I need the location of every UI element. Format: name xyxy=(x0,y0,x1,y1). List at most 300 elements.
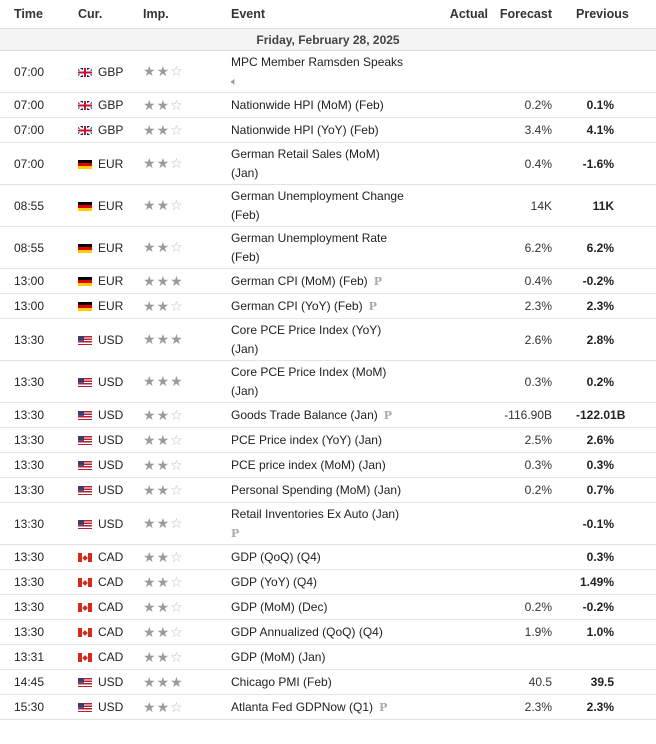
currency-code: GBP xyxy=(98,64,124,79)
event-time: 07:00 xyxy=(0,93,78,118)
event-cell[interactable] xyxy=(231,670,426,695)
star-icon: ★ xyxy=(170,374,184,390)
currency-cell xyxy=(78,319,143,361)
table-row[interactable] xyxy=(0,51,656,93)
preliminary-icon: P xyxy=(368,299,377,313)
flag-ca-icon xyxy=(78,628,92,637)
event-name[interactable]: GDP (MoM) (Jan) xyxy=(231,649,326,664)
currency-cell xyxy=(78,403,143,428)
table-row[interactable] xyxy=(0,319,656,361)
currency-cell xyxy=(78,118,143,143)
importance-stars xyxy=(143,269,231,294)
event-cell[interactable] xyxy=(231,227,426,269)
table-row[interactable] xyxy=(0,695,656,720)
forecast-value: 0.2% xyxy=(496,478,576,503)
event-time: 13:30 xyxy=(0,403,78,428)
flag-ca-icon xyxy=(78,603,92,612)
event-name-period[interactable]: (Jan) xyxy=(231,341,259,356)
event-name[interactable]: Chicago PMI (Feb) xyxy=(231,674,332,689)
table-row[interactable] xyxy=(0,670,656,695)
currency-code: CAD xyxy=(98,650,124,664)
flag-gb-icon xyxy=(78,68,92,77)
event-time: 13:30 xyxy=(0,545,78,570)
previous-value: -0.2% xyxy=(576,595,656,620)
event-name-period[interactable]: (Feb) xyxy=(231,249,260,264)
event-name[interactable]: Personal Spending (MoM) (Jan) xyxy=(231,482,402,497)
forecast-value: -116.90B xyxy=(496,403,576,428)
star-icon: ★ xyxy=(156,332,171,348)
table-row[interactable] xyxy=(0,570,656,595)
forecast-value: 0.2% xyxy=(496,93,576,118)
date-label: Friday, February 28, 2025 xyxy=(0,29,656,51)
currency-cell xyxy=(78,227,143,269)
table-row[interactable] xyxy=(0,620,656,645)
star-icon: ★ xyxy=(143,599,157,616)
forecast-value: 2.3% xyxy=(496,294,576,319)
currency-cell xyxy=(78,294,143,319)
importance-stars xyxy=(143,453,231,478)
previous-value: 2.6% xyxy=(576,428,656,453)
star-icon: ★ xyxy=(143,298,157,315)
currency-cell xyxy=(78,503,143,545)
actual-value xyxy=(426,545,496,570)
event-time: 13:30 xyxy=(0,361,78,403)
event-cell[interactable] xyxy=(231,93,426,118)
star-icon: ★ xyxy=(156,674,171,691)
flag-gb-icon xyxy=(78,126,92,135)
flag-us-icon xyxy=(78,486,92,495)
star-icon: ★ xyxy=(156,374,171,390)
flag-de-icon xyxy=(78,302,92,311)
importance-stars xyxy=(143,670,231,695)
previous-value: 39.5 xyxy=(576,670,656,695)
previous-value: 4.1% xyxy=(576,118,656,143)
importance-stars xyxy=(143,143,231,185)
actual-value xyxy=(426,118,496,143)
importance-stars xyxy=(143,51,231,93)
actual-value xyxy=(426,620,496,645)
event-time: 13:00 xyxy=(0,269,78,294)
star-icon: ★ xyxy=(143,574,157,591)
actual-value xyxy=(426,361,496,403)
table-row[interactable] xyxy=(0,118,656,143)
star-icon: ★ xyxy=(156,407,171,424)
importance-stars xyxy=(143,428,231,453)
event-time: 13:31 xyxy=(0,645,78,670)
actual-value xyxy=(426,695,496,720)
forecast-value xyxy=(496,503,576,545)
currency-code: USD xyxy=(98,483,124,497)
currency-code: USD xyxy=(98,675,124,689)
event-cell[interactable] xyxy=(231,185,426,227)
event-time: 13:30 xyxy=(0,478,78,503)
star-icon: ☆ xyxy=(170,699,184,716)
actual-value xyxy=(426,503,496,545)
importance-stars xyxy=(143,695,231,720)
event-time: 14:45 xyxy=(0,670,78,695)
importance-stars xyxy=(143,319,231,361)
star-icon: ★ xyxy=(156,599,171,616)
star-icon: ★ xyxy=(156,198,171,214)
event-name[interactable]: Core PCE Price Index (YoY) xyxy=(231,322,382,337)
star-icon: ★ xyxy=(143,516,157,532)
event-name[interactable]: MPC Member Ramsden Speaks xyxy=(231,54,404,69)
event-cell[interactable] xyxy=(231,319,426,361)
importance-stars xyxy=(143,545,231,570)
previous-value: 2.3% xyxy=(576,294,656,319)
table-row[interactable] xyxy=(0,403,656,428)
event-name-period[interactable]: (Jan) xyxy=(231,165,259,180)
flag-us-icon xyxy=(78,678,92,687)
event-cell[interactable] xyxy=(231,294,426,319)
star-icon: ☆ xyxy=(170,457,184,474)
previous-value xyxy=(576,645,656,670)
previous-value: 1.0% xyxy=(576,620,656,645)
table-row[interactable] xyxy=(0,453,656,478)
star-icon: ★ xyxy=(143,273,157,290)
event-time: 07:00 xyxy=(0,143,78,185)
star-icon: ☆ xyxy=(170,122,184,139)
previous-value: 2.8% xyxy=(576,319,656,361)
flag-us-icon xyxy=(78,411,92,420)
preliminary-icon: P xyxy=(379,700,388,714)
currency-code: USD xyxy=(98,433,124,447)
actual-value xyxy=(426,453,496,478)
header-event[interactable]: Event xyxy=(231,0,426,29)
forecast-value: 2.6% xyxy=(496,319,576,361)
forecast-value: 0.2% xyxy=(496,595,576,620)
star-icon: ★ xyxy=(143,156,157,172)
star-icon: ★ xyxy=(156,432,171,449)
star-icon: ★ xyxy=(156,574,171,591)
currency-code: EUR xyxy=(98,240,124,255)
header-time[interactable]: Time xyxy=(0,0,78,29)
star-icon: ★ xyxy=(156,649,171,666)
star-icon: ★ xyxy=(143,624,157,641)
previous-value: 0.3% xyxy=(576,545,656,570)
actual-value xyxy=(426,93,496,118)
flag-gb-icon xyxy=(78,101,92,110)
table-row[interactable] xyxy=(0,227,656,269)
table-row[interactable] xyxy=(0,428,656,453)
table-row[interactable] xyxy=(0,93,656,118)
event-time: 08:55 xyxy=(0,227,78,269)
event-name[interactable]: German CPI (YoY) (Feb) xyxy=(231,298,363,313)
event-cell[interactable] xyxy=(231,361,426,403)
currency-code: USD xyxy=(98,700,124,714)
table-row[interactable] xyxy=(0,361,656,403)
event-time: 13:30 xyxy=(0,595,78,620)
speaker-icon: 🔈︎ xyxy=(231,74,238,88)
currency-cell xyxy=(78,670,143,695)
currency-cell xyxy=(78,645,143,670)
event-name[interactable]: GDP Annualized (QoQ) (Q4) xyxy=(231,624,383,639)
event-name-period[interactable]: (Jan) xyxy=(231,383,259,398)
actual-value xyxy=(426,403,496,428)
event-cell[interactable] xyxy=(231,478,426,503)
actual-value xyxy=(426,428,496,453)
actual-value xyxy=(426,478,496,503)
previous-value: 0.1% xyxy=(576,93,656,118)
event-name[interactable]: PCE Price index (YoY) (Jan) xyxy=(231,432,382,447)
forecast-value: 2.5% xyxy=(496,428,576,453)
actual-value xyxy=(426,570,496,595)
header-actual[interactable]: Actual xyxy=(426,0,496,29)
star-icon: ★ xyxy=(143,699,157,716)
star-icon: ★ xyxy=(143,240,157,256)
event-cell[interactable] xyxy=(231,620,426,645)
forecast-value: 1.9% xyxy=(496,620,576,645)
star-icon: ★ xyxy=(143,432,157,449)
flag-de-icon xyxy=(78,160,92,169)
star-icon: ★ xyxy=(143,482,157,499)
event-name[interactable]: GDP (YoY) (Q4) xyxy=(231,574,318,589)
star-icon: ☆ xyxy=(170,516,184,532)
currency-cell xyxy=(78,570,143,595)
flag-us-icon xyxy=(78,336,92,345)
header-importance[interactable]: Imp. xyxy=(143,0,231,29)
table-row[interactable] xyxy=(0,645,656,670)
star-icon: ☆ xyxy=(170,407,184,424)
event-time: 13:30 xyxy=(0,570,78,595)
header-row xyxy=(0,0,656,29)
currency-cell xyxy=(78,478,143,503)
flag-us-icon xyxy=(78,703,92,712)
previous-value: 1.49% xyxy=(576,570,656,595)
forecast-value: 0.4% xyxy=(496,269,576,294)
event-name[interactable]: Atlanta Fed GDPNow (Q1) xyxy=(231,699,374,714)
star-icon: ☆ xyxy=(170,624,184,641)
star-icon: ★ xyxy=(143,64,157,80)
table-row[interactable] xyxy=(0,294,656,319)
event-time: 13:30 xyxy=(0,503,78,545)
actual-value xyxy=(426,269,496,294)
flag-ca-icon xyxy=(78,578,92,587)
star-icon: ★ xyxy=(156,273,171,290)
star-icon: ★ xyxy=(156,624,171,641)
importance-stars xyxy=(143,118,231,143)
event-cell[interactable] xyxy=(231,403,426,428)
flag-us-icon xyxy=(78,520,92,529)
actual-value xyxy=(426,670,496,695)
event-time: 08:55 xyxy=(0,185,78,227)
event-cell[interactable] xyxy=(231,51,426,93)
actual-value xyxy=(426,645,496,670)
star-icon: ★ xyxy=(156,122,171,139)
star-icon: ☆ xyxy=(170,482,184,499)
currency-cell xyxy=(78,545,143,570)
star-icon: ★ xyxy=(143,122,157,139)
currency-cell xyxy=(78,93,143,118)
previous-value: 2.3% xyxy=(576,695,656,720)
currency-cell xyxy=(78,185,143,227)
star-icon: ★ xyxy=(143,457,157,474)
previous-value: -0.2% xyxy=(576,269,656,294)
event-time: 07:00 xyxy=(0,51,78,93)
table-row[interactable] xyxy=(0,503,656,545)
previous-value: 11K xyxy=(576,185,656,227)
previous-value: 0.2% xyxy=(576,361,656,403)
event-name[interactable]: Retail Inventories Ex Auto (Jan) xyxy=(231,506,400,521)
currency-cell xyxy=(78,428,143,453)
currency-code: CAD xyxy=(98,600,124,614)
star-icon: ☆ xyxy=(170,298,184,315)
currency-code: USD xyxy=(98,516,124,531)
star-icon: ☆ xyxy=(170,64,184,80)
actual-value xyxy=(426,51,496,93)
star-icon: ★ xyxy=(156,699,171,716)
event-name-period[interactable]: (Feb) xyxy=(231,207,260,222)
star-icon: ★ xyxy=(143,549,157,566)
importance-stars xyxy=(143,478,231,503)
importance-stars xyxy=(143,185,231,227)
star-icon: ☆ xyxy=(170,549,184,566)
event-time: 07:00 xyxy=(0,118,78,143)
previous-value: -122.01B xyxy=(576,403,656,428)
currency-code: CAD xyxy=(98,550,124,564)
currency-code: USD xyxy=(98,332,124,347)
table-row[interactable] xyxy=(0,269,656,294)
event-time: 15:30 xyxy=(0,695,78,720)
forecast-value: 0.3% xyxy=(496,361,576,403)
actual-value xyxy=(426,319,496,361)
event-name[interactable]: GDP (MoM) (Dec) xyxy=(231,599,328,614)
header-forecast[interactable]: Forecast xyxy=(496,0,576,29)
event-name[interactable]: German CPI (MoM) (Feb) xyxy=(231,273,368,288)
event-cell[interactable] xyxy=(231,269,426,294)
forecast-value: 3.4% xyxy=(496,118,576,143)
star-icon: ★ xyxy=(156,97,171,114)
star-icon: ★ xyxy=(143,674,157,691)
currency-code: USD xyxy=(98,374,124,389)
table-row[interactable] xyxy=(0,545,656,570)
star-icon: ☆ xyxy=(170,574,184,591)
star-icon: ☆ xyxy=(170,156,184,172)
event-cell[interactable] xyxy=(231,695,426,720)
flag-us-icon xyxy=(78,436,92,445)
event-name[interactable]: Core PCE Price Index (MoM) xyxy=(231,364,387,379)
importance-stars xyxy=(143,294,231,319)
event-name[interactable]: German Retail Sales (MoM) xyxy=(231,146,380,161)
currency-code: EUR xyxy=(98,156,124,171)
actual-value xyxy=(426,294,496,319)
star-icon: ☆ xyxy=(170,97,184,114)
star-icon: ★ xyxy=(170,273,184,290)
event-cell[interactable] xyxy=(231,570,426,595)
currency-cell xyxy=(78,269,143,294)
event-time: 13:30 xyxy=(0,319,78,361)
date-row xyxy=(0,29,656,51)
table-row[interactable] xyxy=(0,478,656,503)
event-cell[interactable] xyxy=(231,453,426,478)
currency-cell xyxy=(78,453,143,478)
currency-code: EUR xyxy=(98,274,124,288)
event-cell[interactable] xyxy=(231,545,426,570)
header-currency[interactable]: Cur. xyxy=(78,0,143,29)
importance-stars xyxy=(143,620,231,645)
preliminary-icon: P xyxy=(373,274,382,288)
star-icon: ★ xyxy=(170,674,184,691)
forecast-value: 0.4% xyxy=(496,143,576,185)
star-icon: ☆ xyxy=(170,599,184,616)
star-icon: ★ xyxy=(156,240,171,256)
importance-stars xyxy=(143,595,231,620)
currency-code: GBP xyxy=(98,123,124,137)
forecast-value: 0.3% xyxy=(496,453,576,478)
event-name[interactable]: PCE price index (MoM) (Jan) xyxy=(231,457,386,472)
star-icon: ★ xyxy=(156,457,171,474)
event-name[interactable]: Nationwide HPI (MoM) (Feb) xyxy=(231,97,384,112)
star-icon: ☆ xyxy=(170,240,184,256)
currency-cell xyxy=(78,595,143,620)
event-name[interactable]: Nationwide HPI (YoY) (Feb) xyxy=(231,122,379,137)
previous-value xyxy=(576,51,656,93)
forecast-value xyxy=(496,545,576,570)
star-icon: ★ xyxy=(156,516,171,532)
event-time: 13:30 xyxy=(0,428,78,453)
event-name[interactable]: German Unemployment Change xyxy=(231,188,404,203)
previous-value: 0.7% xyxy=(576,478,656,503)
preliminary-icon: P xyxy=(231,526,240,540)
previous-value: 6.2% xyxy=(576,227,656,269)
event-name[interactable]: Goods Trade Balance (Jan) xyxy=(231,407,378,422)
event-name[interactable]: GDP (QoQ) (Q4) xyxy=(231,549,321,564)
forecast-value: 2.3% xyxy=(496,695,576,720)
event-cell[interactable] xyxy=(231,645,426,670)
table-row[interactable] xyxy=(0,185,656,227)
actual-value xyxy=(426,227,496,269)
currency-code: CAD xyxy=(98,575,124,589)
star-icon: ★ xyxy=(143,97,157,114)
currency-code: GBP xyxy=(98,98,124,112)
table-row[interactable] xyxy=(0,143,656,185)
table-row[interactable] xyxy=(0,595,656,620)
event-time: 13:00 xyxy=(0,294,78,319)
forecast-value xyxy=(496,51,576,93)
header-previous[interactable]: Previous xyxy=(576,0,656,29)
event-cell[interactable] xyxy=(231,595,426,620)
forecast-value xyxy=(496,570,576,595)
forecast-value xyxy=(496,645,576,670)
importance-stars xyxy=(143,503,231,545)
flag-de-icon xyxy=(78,277,92,286)
forecast-value: 14K xyxy=(496,185,576,227)
importance-stars xyxy=(143,361,231,403)
flag-us-icon xyxy=(78,378,92,387)
star-icon: ★ xyxy=(143,374,157,390)
previous-value: 0.3% xyxy=(576,453,656,478)
flag-de-icon xyxy=(78,202,92,211)
currency-code: EUR xyxy=(98,299,124,313)
event-cell[interactable] xyxy=(231,428,426,453)
event-cell[interactable] xyxy=(231,143,426,185)
forecast-value: 40.5 xyxy=(496,670,576,695)
importance-stars xyxy=(143,93,231,118)
forecast-value: 6.2% xyxy=(496,227,576,269)
previous-value: -1.6% xyxy=(576,143,656,185)
star-icon: ★ xyxy=(156,549,171,566)
event-name[interactable]: German Unemployment Rate xyxy=(231,230,388,245)
importance-stars xyxy=(143,403,231,428)
previous-value: -0.1% xyxy=(576,503,656,545)
flag-ca-icon xyxy=(78,653,92,662)
currency-cell xyxy=(78,51,143,93)
event-cell[interactable] xyxy=(231,503,426,545)
event-time: 13:30 xyxy=(0,620,78,645)
star-icon: ★ xyxy=(143,407,157,424)
actual-value xyxy=(426,595,496,620)
event-cell[interactable] xyxy=(231,118,426,143)
